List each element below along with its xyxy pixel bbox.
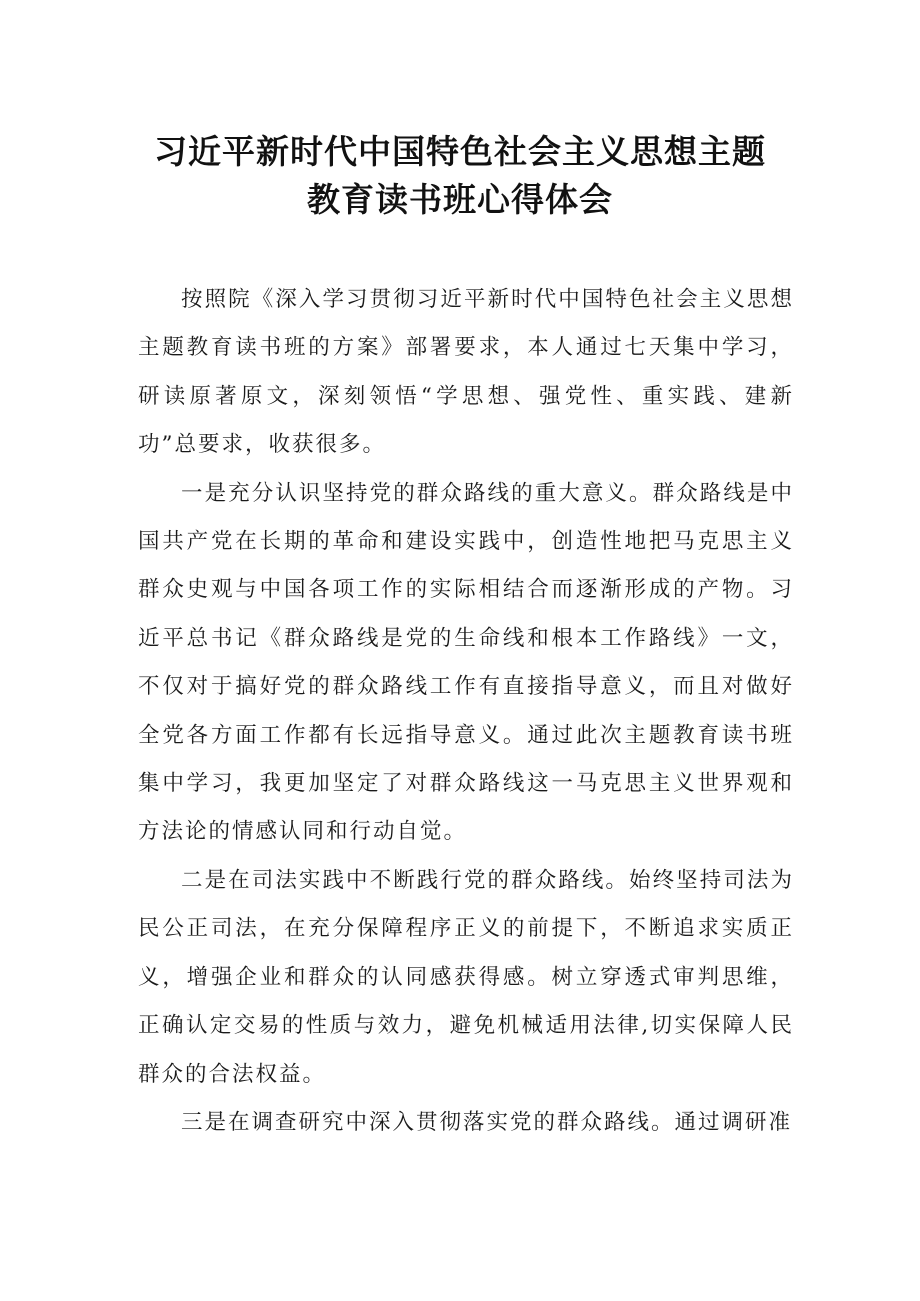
title-line-1: 习近平新时代中国特色社会主义思想主题 <box>154 132 766 171</box>
paragraph-point-3: 三是在调查研究中深入贯彻落实党的群众路线。通过调研准 <box>181 1109 793 1135</box>
paragraph-intro: 按照院《深入学习贯彻习近平新时代中国特色社会主义思想主题教育读书班的方案》部署要求，本人通过七天集中学习，研读原著原文，深刻领悟“学思想、强党性、重实践、建新功”总要求，收获很多。 <box>138 287 794 458</box>
paragraph-point-1: 一是充分认识坚持党的群众路线的重大意义。群众路线是中国共产党在长期的革命和建设实践中，创造性地把马克思主义群众史观与中国各项工作的实际相结合而逐渐形成的产物。习近平总书记《群众路线是党的生命线和根本工作路线》一文，不仅对于搞好党的群众路线工作有直接指导意义，而且对做好全党各方面工作都有长远指导意义。通过此次主题教育读书班集中学习，我更加坚定了对群众路线这一马克思主义世界观和方法论的情感认同和行动自觉。 <box>138 480 794 845</box>
document-body <box>138 276 794 1147</box>
paragraph-point-2: 二是在司法实践中不断践行党的群众路线。始终坚持司法为民公正司法，在充分保障程序正义的前提下，不断追求实质正义，增强企业和群众的认同感获得感。树立穿透式审判思维，正确认定交易的性质与效力，避免机械适用法律,切实保障人民群众的合法权益。 <box>138 867 794 1087</box>
document-title <box>0 128 920 224</box>
title-line-2: 教育读书班心得体会 <box>307 180 613 219</box>
